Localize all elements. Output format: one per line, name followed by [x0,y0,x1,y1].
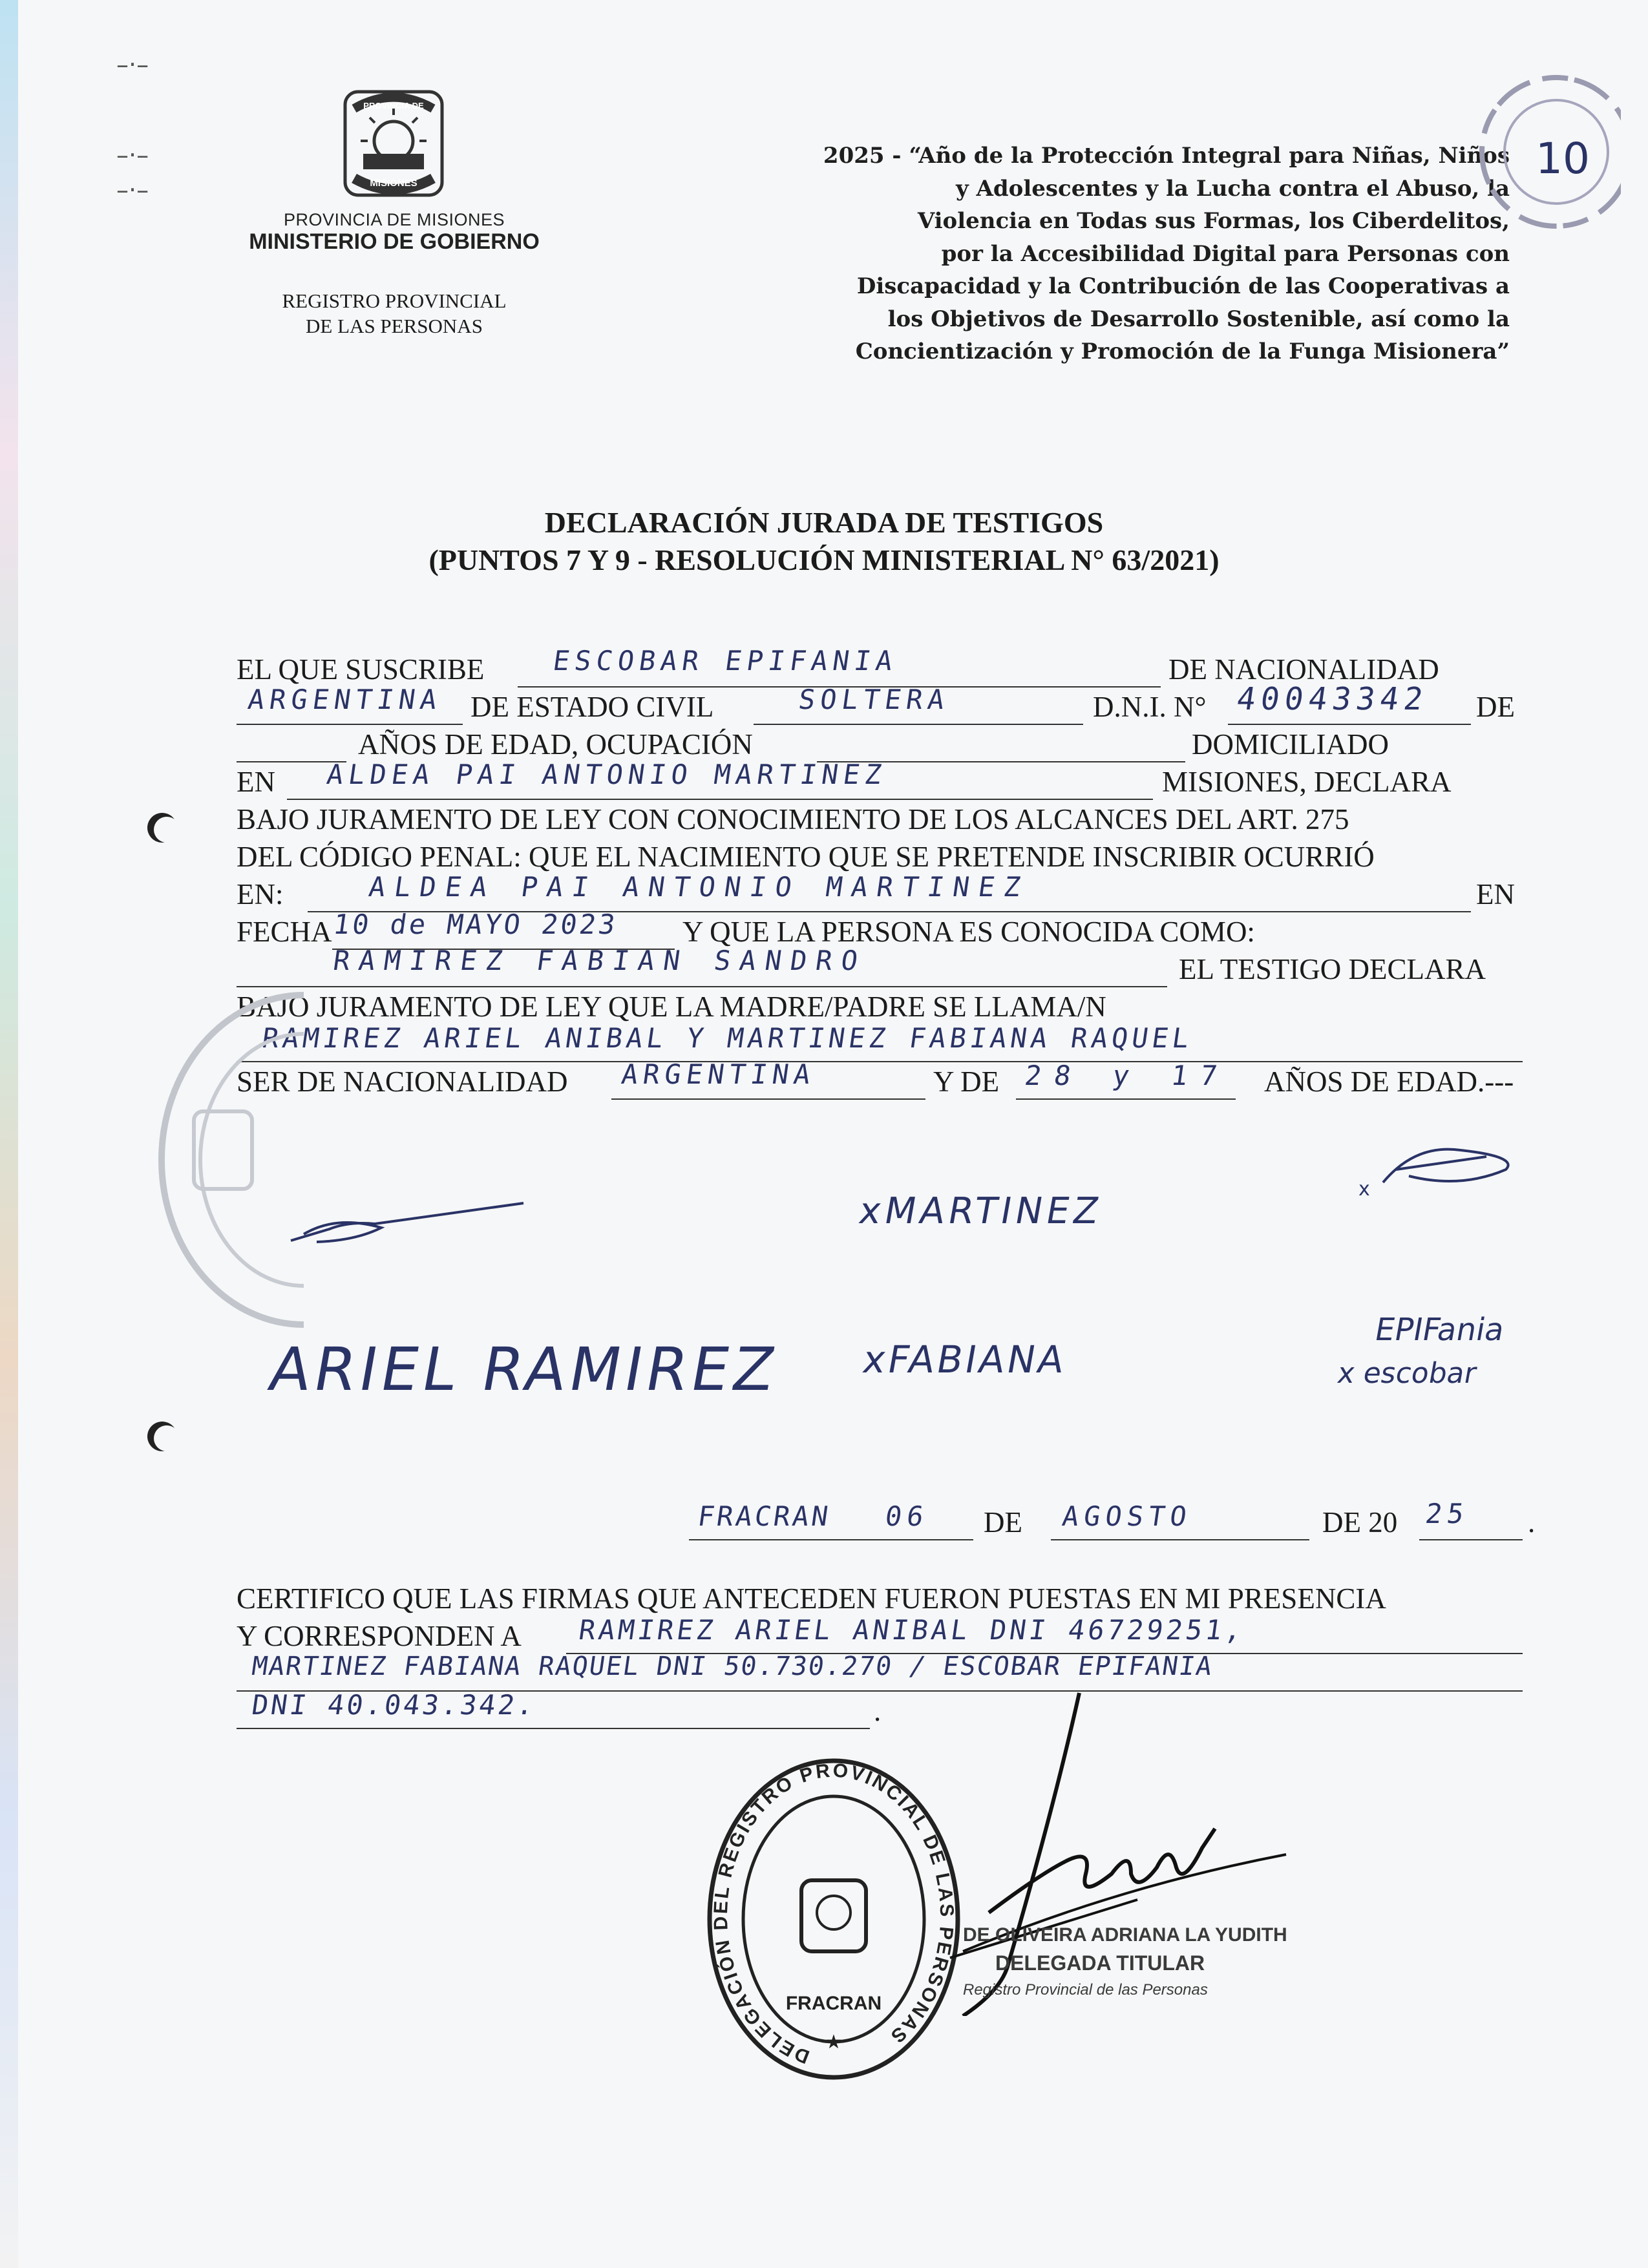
label: AÑOS DE EDAD.--- [1264,1066,1514,1098]
label: EL TESTIGO DECLARA [1179,953,1486,985]
svg-text:PROVINCIA DE: PROVINCIA DE [363,101,424,110]
label: BAJO JURAMENTO DE LEY QUE LA MADRE/PADRE SE LLAMA/N [237,991,1106,1023]
signature-martinez: xMARTINEZ [856,1190,1106,1232]
form-line [237,681,1523,728]
blank-age [237,728,346,762]
svg-text:x: x [1358,1178,1370,1201]
svg-text:10: 10 [1536,134,1590,184]
margin-mark: –·– [116,50,149,79]
label: EN [237,766,275,798]
label: Y DE [933,1066,1000,1098]
label: DOMICILIADO [1192,728,1389,761]
hw-day: 06 [883,1500,931,1532]
document-subtitle: (PUNTOS 7 Y 9 - RESOLUCIÓN MINISTERIAL N° 63/2021) [428,543,1220,576]
hw-parents: RAMIREZ ARIEL ANIBAL Y MARTINEZ FABIANA RAQUEL [260,1022,1195,1054]
official-stamp-name: DE OLIVEIRA ADRIANA LA YUDITH [963,1924,1287,1946]
signature-escobar: x escobar [1335,1357,1479,1390]
label: . [1528,1506,1536,1538]
motto-line: Violencia en Todas sus Formas, los Ciberdelitos, [917,208,1510,234]
label: Y QUE LA PERSONA ES CONOCIDA COMO: [682,916,1255,948]
folio-stamp [1466,65,1621,239]
motto-line: Discapacidad y la Contribución de las Cooperativas a [856,273,1510,299]
label: EL QUE SUSCRIBE [237,653,485,686]
label: Y CORRESPONDEN A [237,1620,522,1652]
document-title: DECLARACIÓN JURADA DE TESTIGOS [544,506,1104,539]
hw-known-as: RAMIREZ FABIAN SANDRO [331,945,869,976]
official-stamp-role: DELEGADA TITULAR [995,1951,1205,1975]
form-line [237,803,1523,840]
label: DE ESTADO CIVIL [470,691,714,723]
label: DE [1476,691,1515,723]
hw-civil-status: SOLTERA [796,684,952,715]
year-motto [670,140,1510,368]
label: FECHA [237,916,332,948]
scan-edge-strip [0,0,18,2268]
header-ministry: MINISTERIO DE GOBIERNO [249,229,540,254]
label: SER DE NACIONALIDAD [237,1066,568,1098]
header-registry-line2: DE LAS PERSONAS [306,315,483,337]
form-line [237,1022,1523,1065]
motto-line: Concientización y Promoción de la Funga Misionera” [855,339,1510,364]
blank-occupation [817,728,1185,762]
label: CERTIFICO QUE LAS FIRMAS QUE ANTECEDEN FUERON PUESTAS EN MI PRESENCIA [237,1582,1386,1615]
hw-birth-date: 10 de MAYO 2023 [331,908,620,940]
hw-year: 25 [1423,1498,1472,1529]
hw-birth-place: ALDEA PAI ANTONIO MARTINEZ [366,871,1031,903]
header-province: PROVINCIA DE MISIONES [283,210,505,229]
motto-line: y Adolescentes y la Lucha contra el Abuso, la [955,175,1510,202]
signature-scribble [278,1195,530,1254]
signature-ariel-ramirez: ARIEL RAMIREZ [264,1335,784,1404]
hw-month: AGOSTO [1060,1500,1194,1532]
label: AÑOS DE EDAD, OCUPACIÓN [358,728,753,761]
motto-line: los Objetivos de Desarrollo Sostenible, así como la [887,306,1510,332]
label: EN [1476,878,1515,910]
svg-text:MISIONES: MISIONES [370,178,417,189]
signature-scribble [1357,1131,1538,1202]
hw-place: FRACRAN [695,1500,833,1532]
hw-cert-line1: RAMIREZ ARIEL ANIBAL DNI 46729251, [576,1614,1247,1646]
label: D.N.I. N° [1093,691,1207,723]
label: DE 20 [1322,1506,1398,1538]
motto-line: 2025 - “Año de la Protección Integral para Niñas, Niños [823,143,1510,169]
margin-mark: –·– [116,176,149,204]
label: . [874,1695,882,1727]
label: EN: [237,878,284,910]
hw-dni: 40043342 [1234,681,1431,717]
official-stamp-institution: Registro Provincial de las Personas [963,1981,1208,1999]
misiones-crest-icon [341,89,446,199]
svg-text:FRACRAN: FRACRAN [785,1993,882,2014]
margin-mark: –·– [116,141,149,169]
label: DEL CÓDIGO PENAL: QUE EL NACIMIENTO QUE SE PRETENDE INSCRIBIR OCURRIÓ [237,841,1375,873]
label: DE NACIONALIDAD [1168,653,1439,686]
label: BAJO JURAMENTO DE LEY CON CONOCIMIENTO DE LOS ALCANCES DEL ART. 275 [237,803,1349,835]
hw-parents-nationality: ARGENTINA [619,1058,818,1090]
hw-nationality: ARGENTINA [246,684,445,715]
label: MISIONES, DECLARA [1162,766,1452,798]
hw-ages: 28 y 17 [1022,1060,1232,1091]
signature-fabiana: xFABIANA [860,1338,1070,1381]
form-line [237,945,1523,990]
date-line [237,1498,1536,1543]
hw-cert-line3: DNI 40.043.342. [249,1689,538,1721]
signature-epifania: EPIFania [1372,1312,1508,1348]
header-registry-line1: REGISTRO PROVINCIAL [282,289,507,312]
certify-line [237,1689,1523,1732]
form-line [237,759,1523,803]
faint-registry-stamp [155,989,304,1331]
motto-line: por la Accesibilidad Digital para Personas con [941,240,1510,267]
form-line [237,1058,1523,1102]
hw-cert-line2: MARTINEZ FABIANA RAQUEL DNI 50.730.270 / ESCOBAR EPIFANIA [249,1652,1215,1681]
svg-text:★: ★ [825,2031,843,2053]
label: DE [984,1506,1022,1538]
svg-text:DELEGACIÓN DEL REGISTRO PROVIN: DELEGACIÓN DEL REGISTRO PROVINCIAL DE LAS PERSONAS [710,1759,958,2068]
hw-domicile: ALDEA PAI ANTONIO MARTINEZ [324,759,889,790]
hw-witness-name: ESCOBAR EPIFANIA [551,645,900,677]
punch-hole [147,1422,177,1451]
punch-hole [147,813,177,843]
